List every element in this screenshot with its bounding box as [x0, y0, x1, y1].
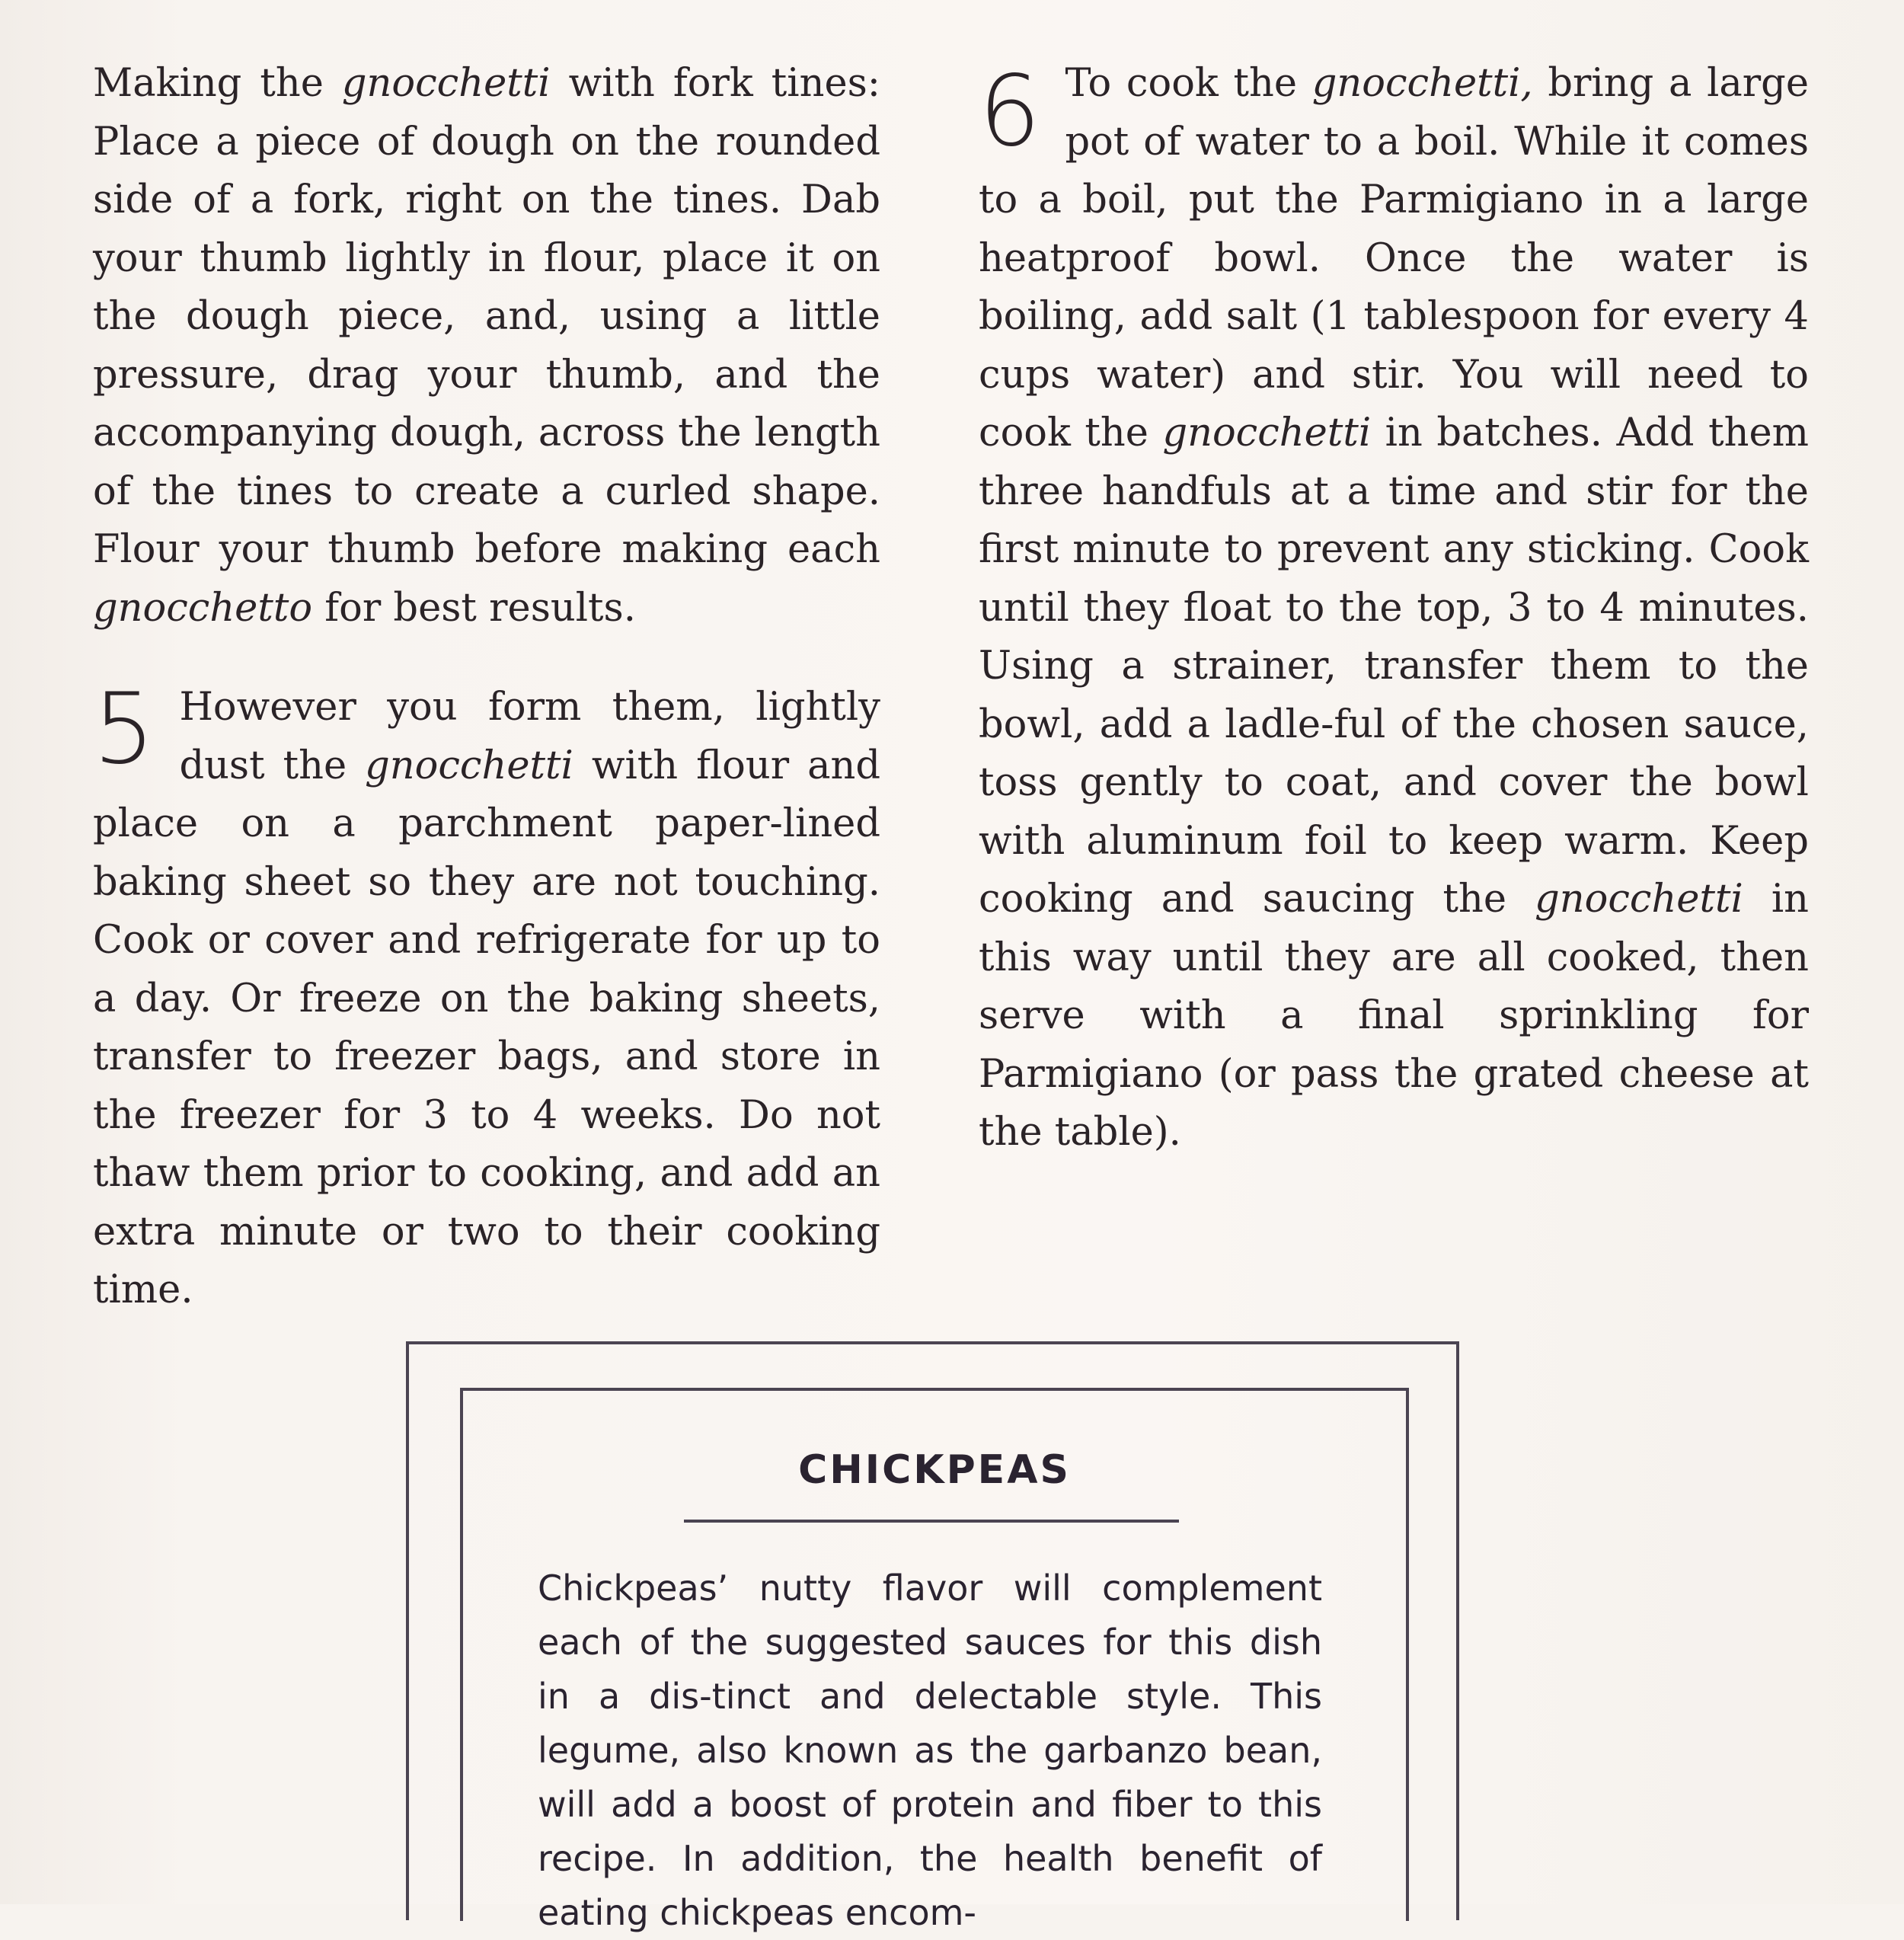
italic-term: gnocchetti — [1535, 877, 1743, 922]
text-run: for best results. — [312, 585, 636, 631]
step-number: 5 — [93, 673, 155, 786]
text-run: bring a large pot of water to a boil. While it comes to a boil, put the Parmigiano in a large heatproof bowl. Once the water is boiling, add salt (1 tablespoon for every 4 cups water) and stir. You will need to cook the — [979, 61, 1809, 455]
italic-term: gnocchetti, — [1311, 61, 1533, 106]
sidebar-body: Chickpeas’ nutty flavor will complement each of the suggested sauces for this dish in a dis-tinct and delectable style. This legume, also known as the garbanzo bean, will add a boost of protein and fiber to this recipe. In addition, the health benefit of eating chickpeas encom- — [538, 1568, 1322, 1933]
step-5-paragraph — [93, 673, 880, 1320]
text-run: with flour and place on a parchment paper-lined baking sheet so they are not touching. Cook or cover and refrigerate for up to a day. Or freeze on the baking sheets, transfer to freezer bags, and store in the freezer for 3 to 4 weeks. Do not thaw them prior to cooking, and add an extra minute or two to their cooking time. — [93, 743, 880, 1312]
italic-term: gnocchetti — [1162, 411, 1372, 455]
text-run: with fork tines: Place a piece of dough on the rounded side of a fork, right on the tines. Dab your thumb lightly in flour, place it on the dough piece, and, using a little pressure, drag your thumb, and the accompanying dough, across the length of the tines to create a curled shape. Flour your thumb before making each — [93, 61, 880, 572]
step-6-paragraph — [979, 55, 1809, 1162]
text-run: To cook the — [1065, 61, 1312, 106]
sidebar-divider — [684, 1520, 1179, 1523]
italic-term: gnocchetti — [365, 743, 573, 788]
text-run: Making the — [93, 61, 342, 106]
italic-term: gnocchetto — [93, 585, 313, 631]
text-run: in batches. Add them three handfuls at a time and stir for the first minute to prevent any sticking. Cook until they float to the top, 3 to 4 minutes. Using a strainer, transfer them to the bowl, add a ladle-ful of the chosen sauce, toss gently to coat, and cover the bowl with aluminum foil to keep warm. Keep cooking and saucing the — [979, 411, 1809, 922]
right-column — [979, 55, 1809, 1162]
text-run: However you form them, lightly dust the — [179, 685, 880, 788]
intro-paragraph — [93, 55, 880, 638]
left-column — [93, 55, 880, 1320]
sidebar-title: CHICKPEAS — [798, 1447, 1071, 1493]
step-number: 6 — [979, 55, 1041, 168]
italic-term: gnocchetti — [341, 61, 551, 106]
text-run: in this way until they are all cooked, then serve with a final sprinkling for Parmigiano (or pass the grated cheese at the table). — [979, 877, 1809, 1155]
